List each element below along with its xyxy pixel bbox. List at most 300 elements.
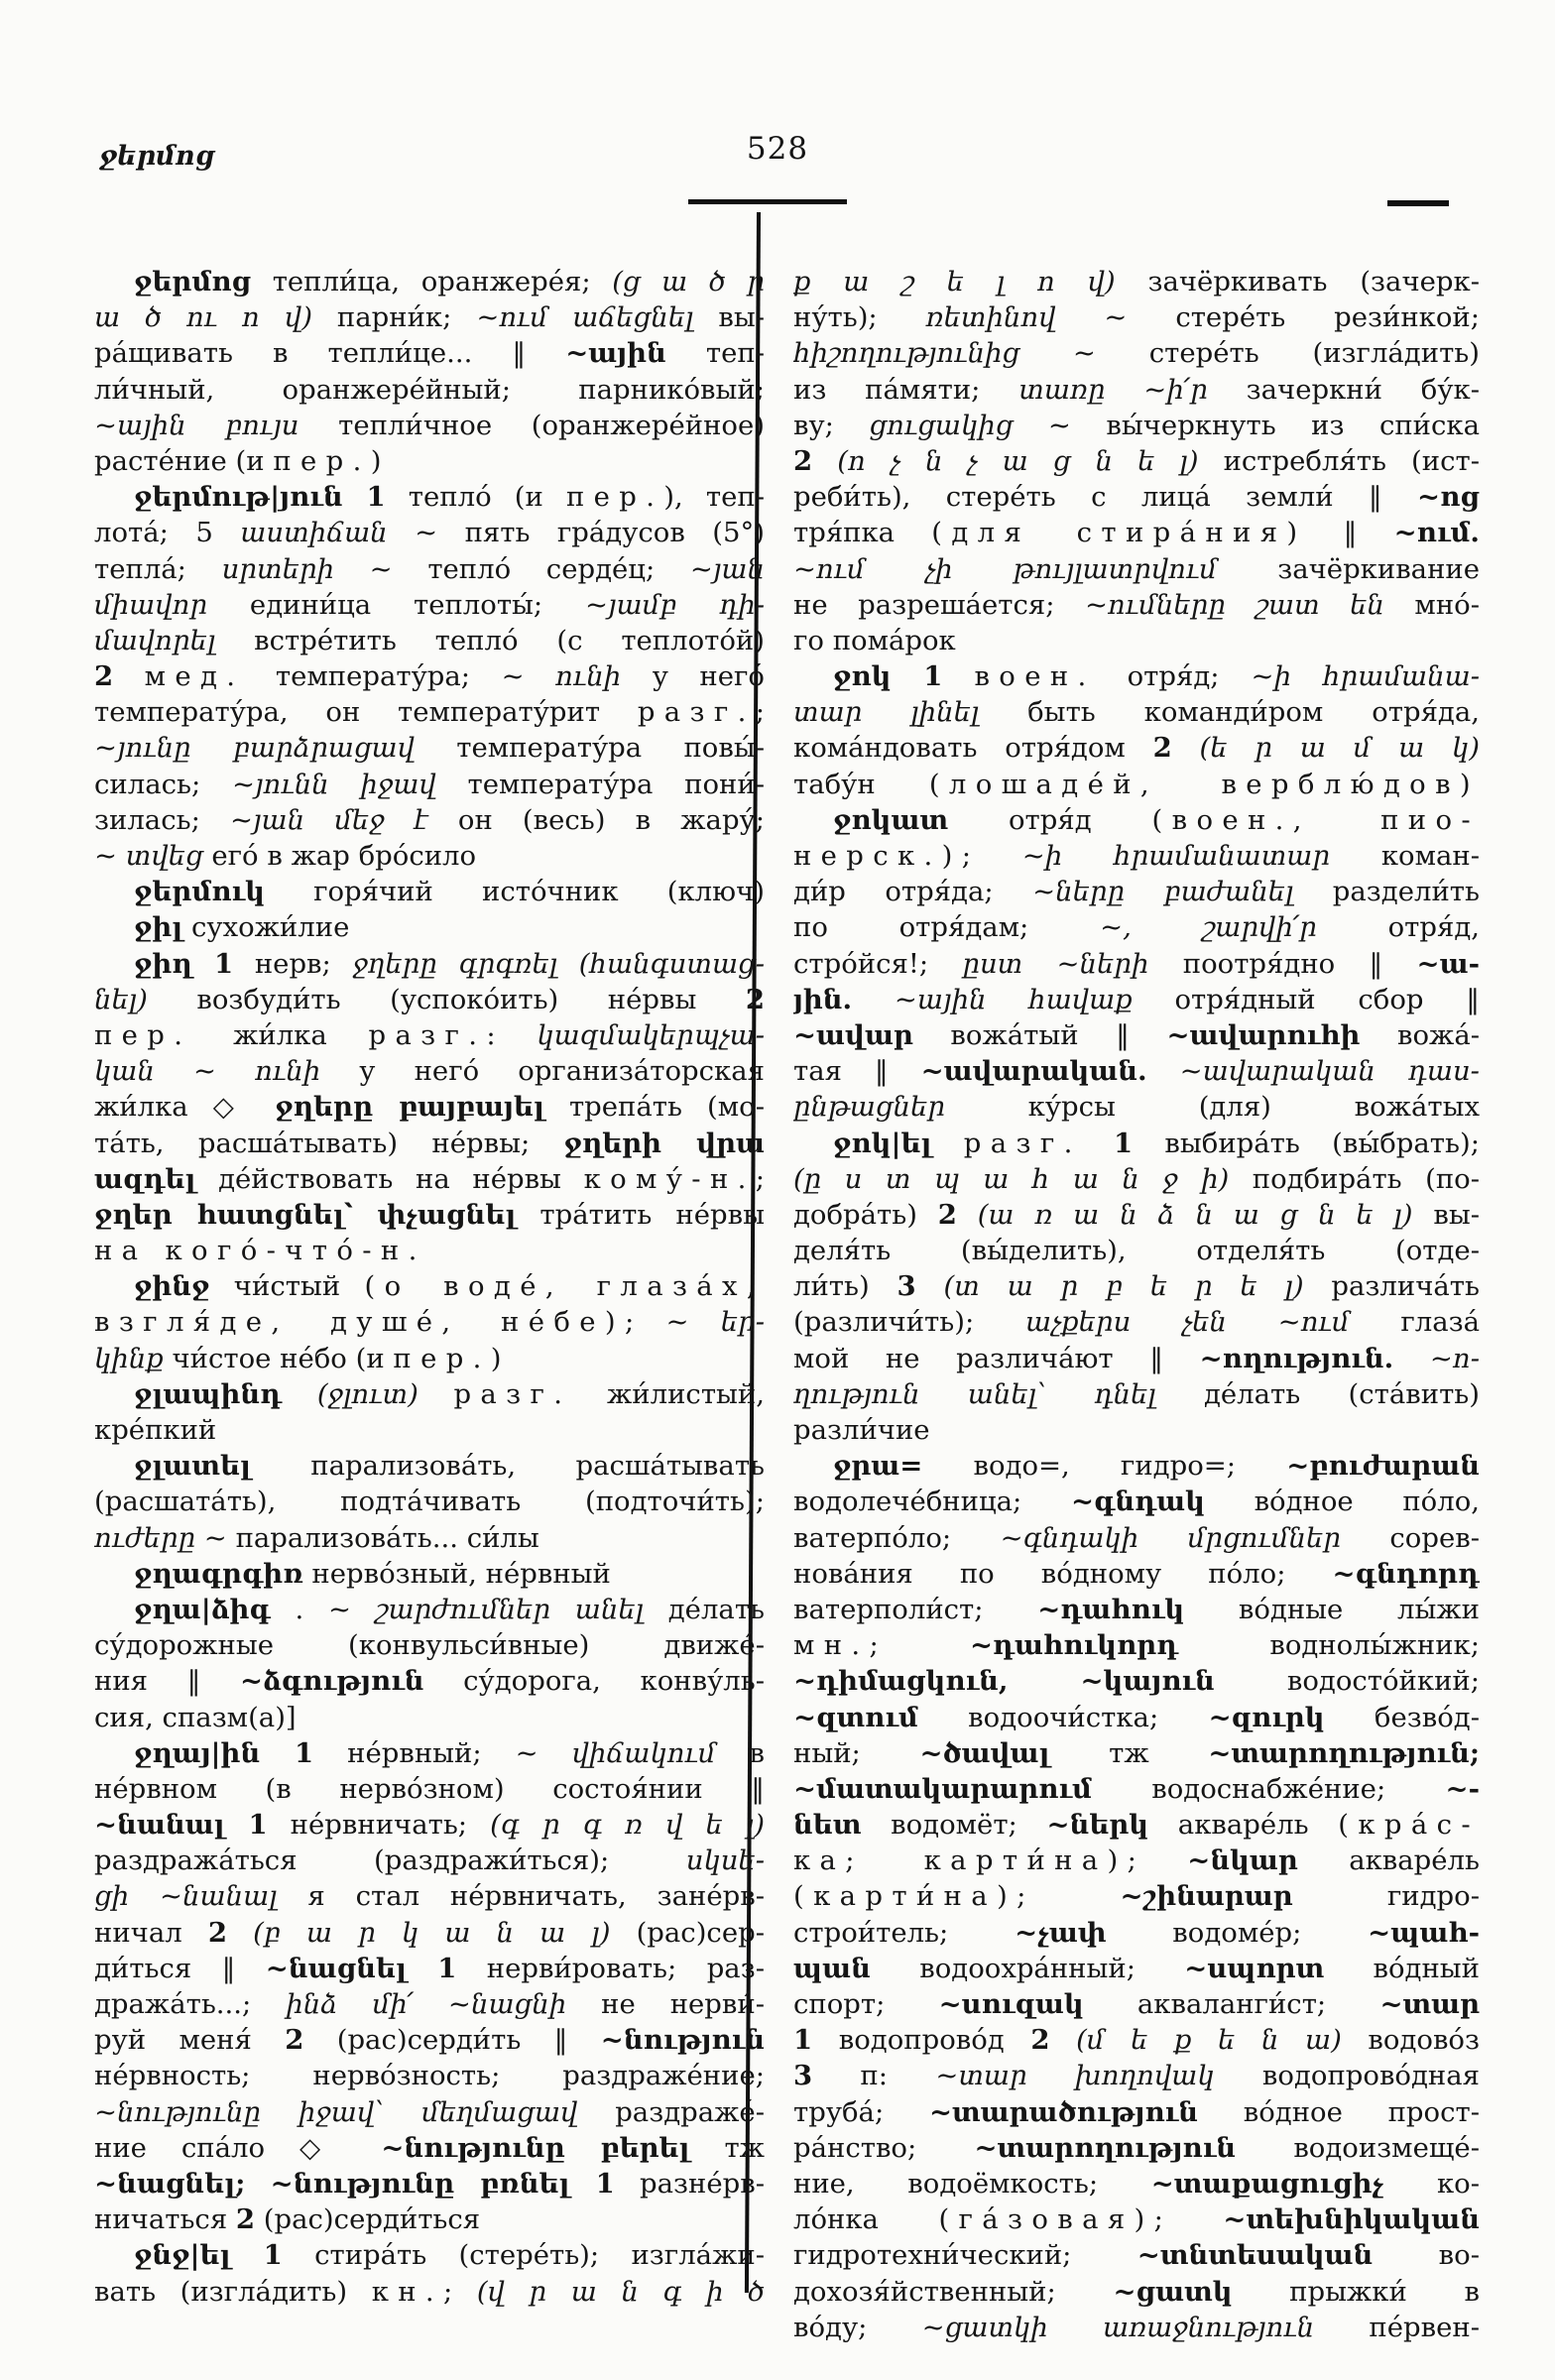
text-line — [793, 2237, 1480, 2273]
text-line — [793, 1197, 1480, 1233]
text-run: различа́ть — [1303, 1270, 1480, 1303]
text-run: ди́р отря́да; — [793, 876, 1033, 908]
text-run — [1147, 1055, 1180, 1087]
text-run: ինձ մի՛ ~նացնի — [286, 1988, 567, 2020]
text-run — [812, 445, 837, 477]
text-run: чи́стый — [209, 1270, 365, 1303]
text-line — [94, 2166, 765, 2202]
text-run: деля́ть (вы́делить), отделя́ть (отде- — [793, 1235, 1480, 1267]
text-run: ~ավարական. — [920, 1055, 1147, 1088]
text-run: безво́д- — [1324, 1701, 1480, 1733]
text-run: кре́пкий — [94, 1414, 217, 1446]
text-run: водопрово́д — [812, 2024, 1031, 2057]
text-line — [793, 982, 1480, 1017]
text-line — [793, 1771, 1480, 1807]
text-line — [94, 1771, 765, 1807]
text-run: быть команди́ром отря́да, — [979, 696, 1480, 729]
text-line — [94, 1126, 765, 1161]
text-run: глаза́ — [1349, 1306, 1480, 1339]
text-run: ~զուրկ — [1208, 1701, 1325, 1733]
text-run: акваре́ль — [1297, 1844, 1480, 1877]
text-run: спорт; — [793, 1988, 939, 2020]
text-line — [94, 551, 765, 587]
text-run: ный; — [793, 1736, 920, 1769]
text-run: ~ձգություն — [239, 1665, 424, 1698]
text-run: жи́лка — [191, 1018, 369, 1051]
text-run: (բ ա ր կ ա ն ա լ) — [253, 1916, 611, 1949]
text-line — [94, 1053, 765, 1089]
text-run: 2 — [94, 660, 114, 693]
text-run: 3 — [897, 1270, 916, 1303]
text-run: 2 — [285, 2024, 304, 2057]
text-line — [94, 335, 765, 371]
text-run: ~նացնել 1 — [265, 1952, 457, 1984]
text-run: труба́; — [793, 2095, 929, 2128]
text-run: не́рвном (в нерво́зном) состоя́нии ‖ — [94, 1772, 765, 1805]
text-line — [94, 515, 765, 550]
text-line — [793, 2202, 1480, 2237]
text-run: ; — [1017, 1880, 1121, 1913]
text-run: подбира́ть (по- — [1229, 1162, 1480, 1195]
text-line — [793, 264, 1480, 299]
text-line — [94, 1520, 765, 1556]
text-run: հիշողությունից ~ — [793, 337, 1096, 370]
text-run: ~նացնել; — [94, 2167, 246, 2200]
text-line — [94, 1448, 765, 1484]
scan-artifact — [688, 199, 847, 204]
text-line — [94, 1233, 765, 1268]
text-line — [793, 802, 1480, 838]
text-run: ~ վիճակում — [515, 1736, 716, 1769]
text-run: раздража́ться (раздражи́ться); — [94, 1844, 686, 1877]
text-run: ; — [443, 2275, 477, 2308]
text-run: ~գնդորդ — [1332, 1557, 1480, 1590]
text-run: ра́нство; — [793, 2131, 975, 2164]
text-run: ~ներկ — [1046, 1809, 1149, 1842]
text-run: 2 — [235, 2203, 256, 2236]
text-run: (ց ա ծ ր — [612, 266, 765, 298]
text-run: его́ в жар бро́сило — [202, 840, 477, 872]
text-run: водоме́р; — [1106, 1916, 1369, 1949]
text-line — [793, 1663, 1480, 1699]
text-line — [94, 909, 765, 945]
text-run: ջինջ — [134, 1270, 210, 1303]
text-run: ли́ть) — [793, 1270, 897, 1303]
text-run: во- — [1373, 2239, 1480, 2272]
text-line — [94, 1986, 765, 2022]
text-run: ք ա շ ե լ ո վ) — [793, 266, 1116, 298]
text-line — [793, 1412, 1480, 1448]
text-run: ~ավարական դաս- — [1179, 1055, 1480, 1088]
text-run: (ե ր ա մ ա կ) — [1199, 732, 1480, 765]
text-run: кома́ндовать отря́дом — [793, 732, 1153, 765]
text-run: ջղայ|ին 1 — [134, 1736, 314, 1769]
text-line — [94, 1089, 765, 1125]
text-run: ние, водоёмкость; — [793, 2167, 1151, 2200]
text-run: разне́рв- — [614, 2167, 765, 2200]
text-line — [793, 551, 1480, 587]
text-run: ~ողություն. — [1199, 1342, 1394, 1374]
text-run: : — [486, 1018, 538, 1051]
text-run: ջլատել — [134, 1450, 251, 1483]
text-run: дохозя́йственный; — [793, 2275, 1114, 2308]
text-run: мед. — [144, 660, 245, 693]
text-line — [94, 623, 765, 658]
text-run — [282, 1378, 317, 1410]
text-run: ватерполи́ст; — [793, 1593, 1038, 1625]
text-run: ~սուզակ — [938, 1988, 1084, 2020]
text-run: расте́ние (и — [94, 444, 274, 477]
text-run: (га́зовая) — [938, 2203, 1154, 2236]
text-run: (для стира́ния) — [931, 517, 1307, 549]
text-run: ~յունն իջավ — [232, 768, 436, 800]
text-run: сухожи́лие — [182, 911, 350, 944]
text-run: ~յան մեջ է — [229, 803, 428, 836]
text-run: (карти́на) — [793, 1880, 1017, 1913]
text-run: ~մատակարարում — [793, 1772, 1092, 1805]
text-run: прыжки́ в — [1232, 2275, 1480, 2308]
text-run: де́йствовать на не́рвы — [195, 1162, 584, 1195]
text-line — [94, 1735, 765, 1771]
text-line — [793, 443, 1480, 479]
text-run: мно́- — [1383, 588, 1480, 621]
text-run: тря́пка — [793, 517, 932, 549]
text-run: ли́чный, оранжере́йный; парнико́вый; — [94, 373, 765, 406]
text-line — [793, 909, 1480, 945]
text-run: ~նկար — [1187, 1844, 1298, 1877]
text-line — [94, 1161, 765, 1197]
text-line — [793, 1341, 1480, 1376]
text-run: ջիլ — [134, 911, 183, 944]
text-line — [94, 443, 765, 479]
text-run: ջլապինդ — [134, 1377, 283, 1410]
text-run: ~ային հավաք — [894, 983, 1133, 1015]
text-line — [94, 1556, 765, 1592]
text-run — [1172, 732, 1200, 764]
text-run: нерво́зный, не́рвный — [302, 1557, 611, 1590]
text-run: сорев- — [1340, 1521, 1480, 1554]
text-run: пер. — [565, 481, 664, 514]
text-run: раздели́ть — [1293, 876, 1480, 908]
text-run: тепло́ серде́ц; — [392, 552, 690, 585]
text-run: 2 — [1030, 2024, 1050, 2057]
text-line — [94, 2130, 765, 2166]
text-run: ~սպորտ — [1184, 1952, 1325, 1984]
text-line — [94, 2094, 765, 2130]
text-line — [793, 1304, 1480, 1340]
text-run — [942, 660, 974, 692]
text-run: 2 — [1152, 732, 1172, 765]
text-run — [227, 1917, 253, 1949]
text-run: отря́дный сбор ‖ — [1132, 983, 1480, 1015]
text-run: лота́; 5 — [94, 517, 241, 549]
text-run: ցուցակից ~ — [869, 409, 1071, 441]
text-run — [1393, 1343, 1430, 1374]
text-run: կազմակերպչա- — [537, 1018, 765, 1051]
text-run: де́лать (ста́вить) — [1155, 1377, 1480, 1410]
text-run: ~նությունը իջավ՝ մեղմացավ — [94, 2095, 578, 2128]
text-run: стере́ть (изгла́дить) — [1095, 337, 1480, 370]
text-run: ~նությունը բերել — [381, 2131, 690, 2164]
text-run: (рас)сер- — [610, 1916, 765, 1949]
text-run: ղություն անել՝ դնել — [793, 1377, 1156, 1410]
text-line — [94, 802, 765, 838]
text-run — [916, 1270, 944, 1302]
text-run — [1049, 2024, 1076, 2056]
text-run: водомёт; — [861, 1809, 1047, 1842]
text-line — [793, 2094, 1480, 2130]
text-run: կինք — [94, 1342, 164, 1374]
text-line — [793, 1126, 1480, 1161]
text-run: кому́-н. — [583, 1162, 756, 1195]
text-run: (воен., пио- — [1151, 803, 1480, 836]
text-run: чи́стое не́бо (и — [163, 1342, 394, 1374]
text-line — [793, 2274, 1480, 2310]
text-run: տար լինել — [793, 696, 980, 729]
text-run: կան ~ ունի — [94, 1055, 321, 1088]
text-run: во́ду; — [793, 2311, 922, 2343]
text-run: ~տարողություն; — [1208, 1736, 1480, 1769]
text-run: пе́рвен- — [1314, 2311, 1480, 2343]
text-run: у него́ — [621, 660, 765, 693]
text-run: не́рвный; — [313, 1736, 516, 1769]
text-run: ~տարածություն — [928, 2095, 1198, 2128]
text-line — [94, 1663, 765, 1699]
text-line — [793, 1735, 1480, 1771]
text-run: ~նությունը բռնել 1 — [270, 2167, 615, 2200]
text-line — [94, 946, 765, 982]
text-run: во́дные лы́жи — [1184, 1593, 1480, 1625]
text-line — [793, 479, 1480, 515]
text-line — [94, 1807, 765, 1843]
text-line — [793, 299, 1480, 335]
text-line — [793, 1520, 1480, 1556]
text-run: добра́ть) — [793, 1198, 938, 1231]
text-run: строи́тель; — [793, 1916, 1016, 1949]
text-run: ուժերը ~ — [94, 1521, 227, 1554]
text-run: ըստ ~ների — [962, 947, 1149, 980]
text-line — [94, 2202, 765, 2237]
text-run: 2 — [745, 983, 765, 1015]
text-run — [419, 1378, 454, 1410]
text-run: ~կայուն — [1080, 1665, 1215, 1698]
text-run: пер. — [393, 1342, 491, 1374]
text-run: (расшата́ть), подта́чивать (подточи́ть); — [94, 1486, 765, 1518]
text-run: ցի ~նանալ — [94, 1880, 278, 1913]
text-line — [793, 2022, 1480, 2058]
text-run: во́дный — [1324, 1952, 1480, 1984]
text-line — [94, 982, 765, 1017]
text-run: трепа́ть (мо- — [543, 1091, 765, 1124]
text-run: ~բուժարան — [1286, 1450, 1480, 1483]
text-run: отря́д; — [1095, 660, 1252, 693]
text-run: возбуди́ть (успоко́ить) не́рвы — [147, 983, 746, 1015]
page-number: 528 — [746, 131, 809, 167]
left-column — [94, 264, 765, 2310]
text-run — [957, 1199, 978, 1231]
text-run: պան — [793, 1952, 871, 1984]
text-run: ~ավարուհի — [1166, 1018, 1361, 1051]
text-run: у него́ организа́торская — [320, 1055, 765, 1088]
text-run: ~տարողություն — [974, 2131, 1237, 2164]
text-run: разг. — [453, 1377, 572, 1410]
text-line — [94, 1017, 765, 1053]
text-run: сия, спазм(а)] — [94, 1701, 297, 1733]
text-run: (մ ե ք ե ն ա) — [1076, 2024, 1342, 2057]
text-line — [793, 335, 1480, 371]
text-run: зачёркивание — [1217, 552, 1480, 585]
text-run: ա ծ ու ո վ) — [94, 301, 312, 334]
text-run: սրտերի ~ — [221, 552, 393, 585]
text-run: 1 — [793, 2024, 813, 2057]
text-run: стира́ть (стере́ть); изгла́жи- — [282, 2239, 765, 2272]
text-line — [793, 946, 1480, 982]
text-line — [94, 1304, 765, 1340]
text-run: температу́ра повы́- — [414, 732, 765, 765]
text-run: тра́тить не́рвы — [516, 1198, 765, 1231]
text-line — [94, 767, 765, 802]
text-run: воен. — [974, 660, 1096, 693]
text-run: նետ — [793, 1809, 862, 1842]
text-run: ву; — [793, 409, 870, 441]
text-run: тепли́ца, оранжере́я; — [251, 266, 613, 298]
text-run: (рас)серди́ться — [255, 2203, 481, 2236]
text-line — [793, 1951, 1480, 1986]
text-line — [793, 1807, 1480, 1843]
text-run: ; — [961, 840, 1022, 872]
text-run: ~դահուկ — [1037, 1593, 1185, 1625]
text-run: не́рвничать; — [267, 1809, 491, 1842]
text-run: ջերմութ|յուն 1 — [134, 481, 386, 514]
text-run: из па́мяти; — [793, 373, 1019, 406]
text-run: ~գնդակ — [1070, 1486, 1205, 1518]
text-run: акваре́ль — [1148, 1809, 1339, 1842]
text-run: ջոկատ — [833, 803, 949, 836]
text-line — [793, 2058, 1480, 2093]
text-run: ; — [624, 1306, 666, 1339]
text-run: ~ումները շատ են — [1084, 588, 1384, 621]
text-run: 2 — [793, 444, 813, 477]
text-run: разг. — [963, 1127, 1082, 1159]
text-run: (գ ր գ ռ վ ե լ) — [490, 1809, 765, 1842]
text-run: 2 — [207, 1916, 227, 1949]
text-run: (ա ռ ա ն ձ ն ա ց ն ե լ) — [977, 1198, 1413, 1231]
text-run: вы- — [1412, 1198, 1480, 1231]
text-line — [94, 730, 765, 766]
text-run: սկսե- — [685, 1844, 765, 1877]
text-run: ~յամբ դի- — [585, 588, 765, 621]
text-run: горя́чий исто́чник (ключ) — [264, 876, 765, 908]
text-line — [94, 1268, 765, 1304]
text-run: водоснабже́ние; — [1091, 1772, 1446, 1805]
text-line — [793, 694, 1480, 730]
text-run: зачёркивать (зачерк- — [1115, 266, 1480, 298]
text-line — [793, 2130, 1480, 2166]
text-run: ջղա|ձիգ — [134, 1593, 271, 1625]
text-run: ~շինարար — [1120, 1880, 1293, 1913]
text-line — [793, 730, 1480, 766]
text-run: ~ում չի թույլատրվում — [793, 552, 1218, 585]
text-run: табу́н — [793, 768, 929, 800]
text-run: յին. — [793, 983, 853, 1015]
text-run: парализова́ть, расша́тывать — [250, 1450, 765, 1483]
text-run: разли́чие — [793, 1414, 930, 1446]
text-run: ~ոց — [1417, 481, 1480, 514]
text-run: ~տնտեսական — [1136, 2239, 1374, 2272]
text-run: ~պահ- — [1368, 1916, 1480, 1949]
text-run: он (весь) в жару́; — [427, 803, 765, 836]
text-run: ~ները բաժանել — [1032, 876, 1294, 908]
text-run: коман- — [1330, 840, 1480, 872]
text-run: во́дное прост- — [1198, 2095, 1480, 2128]
text-run: ну́ть); — [793, 301, 926, 334]
text-run: руй меня́ — [94, 2024, 286, 2057]
text-run: водо=, гидро=; — [922, 1450, 1287, 1483]
text-run: акваланги́ст; — [1083, 1988, 1380, 2020]
text-run: (տ ա ր բ ե ր ե լ) — [943, 1270, 1304, 1303]
text-run: մավորել — [94, 624, 216, 656]
text-run: по отря́дам; — [793, 911, 1101, 944]
text-run: ջղերը բայբայել — [275, 1091, 544, 1124]
text-run: (ո չ ն չ ա ց ն ե լ) — [837, 444, 1199, 477]
text-line — [94, 1376, 765, 1412]
text-run: зилась; — [94, 803, 230, 836]
text-run: водолече́бница; — [793, 1486, 1071, 1518]
text-run: не́рвность; нерво́зность; раздраже́ние; — [94, 2060, 765, 2092]
text-run: ние спа́ло ◇ — [94, 2131, 382, 2164]
text-run: я стал не́рвничать, зане́рв- — [277, 1880, 765, 1913]
text-run: ~ծավալ — [919, 1736, 1050, 1769]
text-run: ватерпо́ло; — [793, 1521, 1001, 1554]
text-run: ջղերի վրա — [563, 1127, 765, 1159]
text-run: гидротехни́ческий; — [793, 2239, 1137, 2272]
text-run: ра́щивать в тепли́це... ‖ — [94, 337, 566, 370]
text-run: тепла́; — [94, 552, 222, 585]
text-run: водоизмеще́- — [1236, 2131, 1480, 2164]
text-run: 1 — [1113, 1127, 1134, 1159]
text-run: истребля́ть (ист- — [1198, 444, 1480, 477]
text-run: силась; — [94, 768, 233, 800]
text-run: 2 — [937, 1198, 957, 1231]
text-run: во́дное по́ло, — [1204, 1486, 1480, 1518]
text-run: ) — [370, 444, 382, 477]
text-run: су́дорожные (конвульси́вные) движе́- — [94, 1629, 765, 1662]
text-line — [793, 515, 1480, 550]
text-run: ռետինով ~ — [925, 301, 1128, 334]
text-run: ~յունը բարձրացավ — [94, 732, 415, 765]
text-run: гидро- — [1292, 1880, 1480, 1913]
text-run: су́дорога, конву́ль- — [423, 1665, 765, 1698]
text-run: ~դիմացկուն, — [793, 1665, 1009, 1698]
text-run: водосто́йкий; — [1214, 1665, 1480, 1698]
text-run: водопрово́дная — [1214, 2060, 1480, 2092]
text-run: ~ տվեց — [94, 840, 203, 872]
text-run: ~գնդակի մրցումներ — [1000, 1521, 1341, 1554]
text-run: (рас)серди́ть ‖ — [303, 2024, 601, 2057]
text-run: ~ցատկի առաջնություն — [921, 2311, 1315, 2343]
text-line — [94, 1700, 765, 1735]
text-run: жи́листый, — [571, 1377, 765, 1410]
text-run: дража́ть...; — [94, 1988, 287, 2020]
text-run: (ջլուտ) — [316, 1377, 419, 1410]
text-line — [793, 1448, 1480, 1484]
text-run: ; — [755, 1162, 765, 1195]
text-line — [793, 1878, 1480, 1914]
text-run: ~նանալ 1 — [94, 1809, 268, 1842]
text-run: не разреша́ется; — [793, 588, 1085, 621]
text-run: го пома́рок — [793, 624, 956, 656]
text-line — [94, 2274, 765, 2310]
